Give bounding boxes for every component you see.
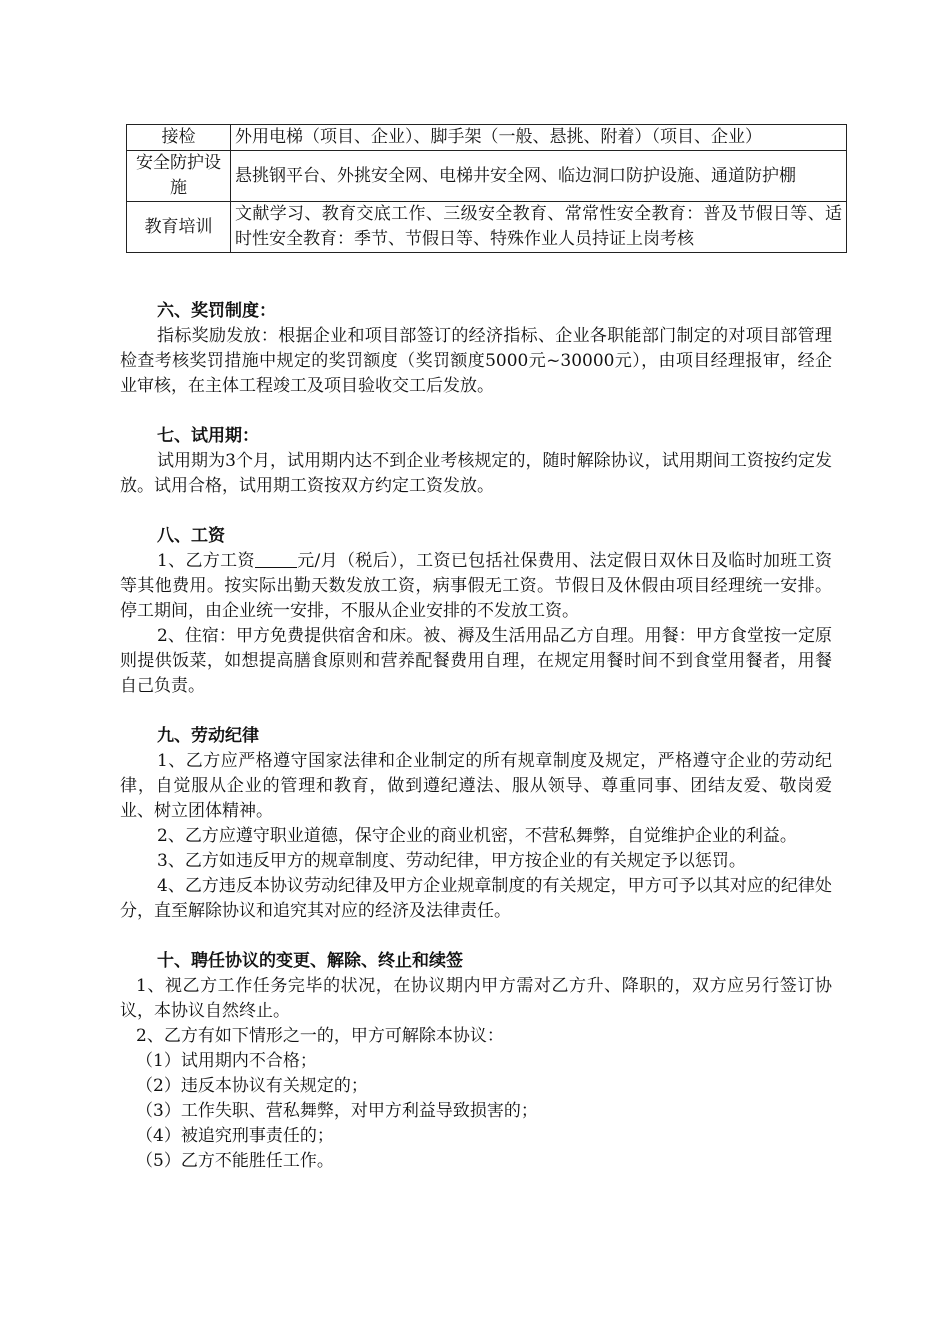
list-item: （4）被追究刑事责任的； [136, 1126, 334, 1146]
section-heading-agreement-changes: 十、聘任协议的变更、解除、终止和续签 [157, 951, 463, 971]
list-item: （1）试用期内不合格； [136, 1051, 317, 1071]
table-row [127, 125, 847, 151]
paragraph: 3、乙方如违反甲方的规章制度、劳动纪律，甲方按企业的有关规定予以惩罚。 [157, 851, 746, 871]
paragraph: 1、视乙方工作任务完毕的状况，在协议期内甲方需对乙方升、降职的，双方应另行签订协议，本协议自然终止。 [120, 976, 832, 1021]
paragraph: 4、乙方违反本协议劳动纪律及甲方企业规章制度的有关规定，甲方可予以其对应的纪律处分，直至解除协议和追究其对应的经济及法律责任。 [120, 876, 832, 921]
section-heading-discipline: 九、劳动纪律 [157, 726, 259, 746]
section-heading-probation: 七、试用期： [157, 426, 259, 446]
table-row-key: 安全防护设施 [127, 151, 231, 202]
list-item: （5）乙方不能胜任工作。 [136, 1151, 334, 1171]
section-heading-rewards: 六、奖罚制度： [157, 301, 276, 321]
wage-blank-field[interactable] [255, 550, 297, 568]
table-row-key: 教育培训 [127, 202, 231, 253]
document-body [120, 299, 832, 1174]
paragraph: 2、住宿：甲方免费提供宿舍和床。被、褥及生活用品乙方自理。用餐：甲方食堂按一定原则提供饭菜，如想提高膳食原则和营养配餐费用自理，在规定用餐时间不到食堂用餐者，用餐自己负责。 [120, 626, 832, 696]
paragraph: 2、乙方应遵守职业道德，保守企业的商业机密，不营私舞弊，自觉维护企业的利益。 [157, 826, 797, 846]
table-row-value: 外用电梯（项目、企业）、脚手架（一般、悬挑、附着）（项目、企业） [231, 125, 847, 151]
table-row-value: 文献学习、教育交底工作、三级安全教育、常常性安全教育：普及节假日等、适时性安全教育：季节、节假日等、特殊作业人员持证上岗考核 [231, 202, 847, 253]
table-row [127, 202, 847, 253]
table-row-key: 接检 [127, 125, 231, 151]
paragraph: 1、乙方应严格遵守国家法律和企业制定的所有规章制度及规定，严格遵守企业的劳动纪律，自觉服从企业的管理和教育，做到遵纪遵法、服从领导、尊重同事、团结友爱、敬岗爱业、树立团体精神。 [120, 751, 832, 821]
paragraph: 2、乙方有如下情形之一的，甲方可解除本协议： [136, 1026, 504, 1046]
paragraph: 指标奖励发放：根据企业和项目部签订的经济指标、企业各职能部门制定的对项目部管理检查考核奖罚措施中规定的奖罚额度（奖罚额度5000元~30000元），由项目经理报审，经企业审核，在主体工程竣工及项目验收交工后发放。 [120, 326, 832, 396]
paragraph-text: 元/月（税后），工资已包括社保费用、法定假日双休日及临时加班工资等其他费用。按实际出勤天数发放工资，病事假无工资。节假日及休假由项目经理统一安排。停工期间，由企业统一安排，不服从企业安排的不发放工资。 [120, 551, 832, 621]
list-item: （3）工作失职、营私舞弊，对甲方利益导致损害的； [136, 1101, 538, 1121]
table-row-value: 悬挑钢平台、外挑安全网、电梯井安全网、临边洞口防护设施、通道防护棚 [231, 151, 847, 202]
list-item: （2）违反本协议有关规定的； [136, 1076, 368, 1096]
paragraph-text: 1、乙方工资 [157, 551, 255, 571]
paragraph: 试用期为3个月，试用期内达不到企业考核规定的，随时解除协议，试用期间工资按约定发放。试用合格，试用期工资按双方约定工资发放。 [120, 451, 832, 496]
section-heading-wages: 八、工资 [157, 526, 225, 546]
safety-inspection-table [126, 124, 847, 253]
paragraph [120, 549, 832, 624]
table-row [127, 151, 847, 202]
